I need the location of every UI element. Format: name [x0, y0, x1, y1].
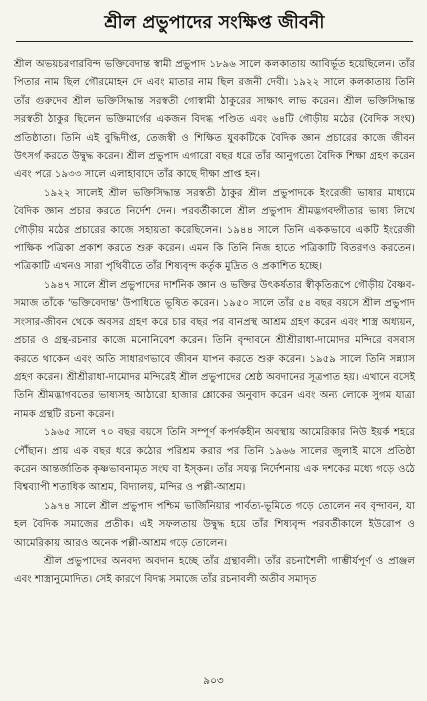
paragraph: ১৯৭৪ সালে শ্রীল প্রভুপাদ পশ্চিম ভার্জিনিয়ার পার্বত্য-ভূমিতে গড়ে তোলেন নব বৃন্দাবন, যা হল বৈদিক সমাজের প্রতীক। এই সফলতায় উদ্বুদ্ধ হয়ে তাঁর শিষ্যবৃন্দ পরবর্তীকালে ইউরোপ ও আমেরিকায় আরও অনেক পল্লী-আশ্রম গড়ে তোলেন।: [14, 500, 415, 549]
title-rule: [16, 41, 413, 42]
body-text: [14, 56, 415, 590]
paragraph: ১৯৬৫ সালে ৭০ বছর বয়সে তিনি সম্পূর্ণ কপর্দকহীন অবস্থায় আমেরিকার নিউ ইয়র্ক শহরে পৌঁছান। প্রায় এক বছর ধরে কঠোর পরিশ্রম করার পর তিনি ১৯৬৬ সালের জুলাই মাসে প্রতিষ্ঠা করেন আন্তর্জাতিক কৃষ্ণভাবনামৃত সংঘ বা ইস্‌কন। তাঁর সযত্ন নির্দেশনায় এক দশকের মধ্যে গড়ে ওঠে বিশ্বব্যাপী শতাধিক আশ্রম, বিদ্যালয়, মন্দির ও পল্লী-আশ্রম।: [14, 427, 415, 494]
page-title: শ্রীল প্রভুপাদের সংক্ষিপ্ত জীবনী: [104, 13, 325, 33]
paragraph: ১৯৪৭ সালে শ্রীল প্রভুপাদের দার্শনিক জ্ঞান ও ভক্তির উৎকর্ষতার স্বীকৃতিরূপে গৌড়ীয় বৈষ্ণব-সমাজ তাঁকে 'ভক্তিবেদান্ত' উপাধিতে ভূষিত করেন। ১৯৫০ সালে তাঁর ৫৪ বছর বয়সে শ্রীল প্রভুপাদ সংসার-জীবন থেকে অবসর গ্রহণ করে চার বছর পর বানপ্রস্থ আশ্রম গ্রহণ করেন এবং শাস্ত্র অধ্যয়ন, প্রচার ও গ্রন্থ-রচনার কাজে মনোনিবেশ করেন। তিনি বৃন্দাবনে শ্রীশ্রীরাধা-দামোদর মন্দিরে বসবাস করতে থাকেন এবং অতি সাধারণভাবে জীবন যাপন করতে শুরু করেন। ১৯৫৯ সালে তিনি সন্ন্যাস গ্রহণ করেন। শ্রীশ্রীরাধা-দামোদর মন্দিরেই শ্রীল প্রভুপাদের শ্রেষ্ঠ অবদানের সূত্রপাত হয়। এখানে বসেই তিনি শ্রীমদ্ভাগবতের ভাষ্যসহ আঠারো হাজার শ্লোকের অনুবাদ করেন এবং অন্য লোকে সুগম যাত্রা নামক গ্রন্থটি রচনা করেন।: [14, 279, 415, 420]
paragraph: শ্রীল প্রভুপাদের অনবদ্য অবদান হচ্ছে তাঁর গ্রন্থাবলী। তাঁর রচনাশৈলী গাম্ভীর্যপূর্ণ ও প্রাঞ্জল এবং শাস্ত্রানুমোদিত। সেই কারণে বিদগ্ধ সমাজে তাঁর রচনাবলী অতীব সমাদৃত: [14, 555, 415, 586]
paragraph: শ্রীল অভয়চরণারবিন্দ ভক্তিবেদান্ত স্বামী প্রভুপাদ ১৮৯৬ সালে কলকাতায় আবির্ভূত হয়েছিলেন। তাঁর পিতার নাম ছিল গৌরমোহন দে এবং মাতার নাম ছিল রজনী দেবী। ১৯২২ সালে কলকাতায় তিনি তাঁর গুরুদেব শ্রীল ভক্তিসিদ্ধান্ত সরস্বতী গোস্বামী ঠাকুরের সাক্ষাৎ লাভ করেন। শ্রীল ভক্তিসিদ্ধান্ত সরস্বতী ঠাকুর ছিলেন ভক্তিমার্গের একজন বিদগ্ধ পণ্ডিত এবং ৬৪টি গৌড়ীয় মঠের (বৈদিক সংঘ) প্রতিষ্ঠাতা। তিনি এই বুদ্ধিদীপ্ত, তেজস্বী ও শিক্ষিত যুবকটিকে বৈদিক জ্ঞান প্রচারের কাজে জীবন উৎসর্গ করতে উদ্বুদ্ধ করেন। শ্রীল প্রভুপাদ এগারো বছর ধরে তাঁর আনুগত্যে বৈদিক শিক্ষা গ্রহণ করেন এবং পরে ১৯৩৩ সালে এলাহাবাদে তাঁর কাছে দীক্ষা প্রাপ্ত হন।: [14, 59, 415, 181]
page-number: ৯০৩: [203, 675, 224, 687]
paragraph: ১৯২২ সালেই শ্রীল ভক্তিসিদ্ধান্ত সরস্বতী ঠাকুর শ্রীল প্রভুপাদকে ইংরেজী ভাষার মাধ্যমে বৈদিক জ্ঞান প্রচার করতে নির্দেশ দেন। পরবর্তীকালে শ্রীল প্রভুপাদ শ্রীমদ্ভগবদ্গীতার ভাষ্য লিখে গৌড়ীয় মঠের প্রচারের কাজে সহায়তা করেছিলেন। ১৯৪৪ সালে তিনি এককভাবে একটি ইংরেজী পাক্ষিক পত্রিকা প্রকাশ করতে শুরু করেন। এমন কি তিনি নিজ হাতে পত্রিকাটি বিতরণও করতেন। পত্রিকাটি এখনও সারা পৃথিবীতে তাঁর শিষ্যবৃন্দ কর্তৃক মুদ্রিত ও প্রকাশিত হচ্ছে।: [14, 187, 415, 273]
